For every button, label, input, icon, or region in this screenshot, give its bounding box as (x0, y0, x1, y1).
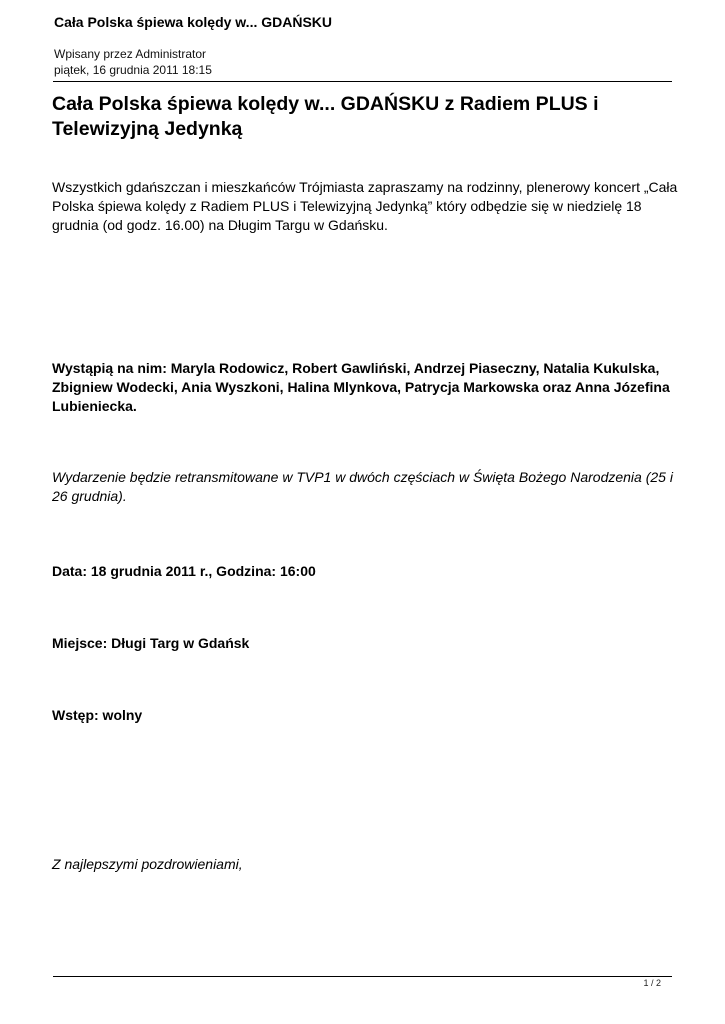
intro-paragraph: Wszystkich gdańszczan i mieszkańców Trójmiasta zapraszamy na rodzinny, plenerowy koncert „Cała Polska śpiewa kolędy z Radiem PLUS i Telewizyjną Jedynką” który odbędzie się w niedzielę 18 grudnia (od godz. 16.00) na Długim Targu w Gdańsku. (52, 179, 678, 233)
page-number: 1 / 2 (643, 978, 661, 988)
performers-paragraph: Wystąpią na nim: Maryla Rodowicz, Robert Gawliński, Andrzej Piaseczny, Natalia Kukulska, Zbigniew Wodecki, Ania Wyszkoni, Halina Mlynkova, Patrycja Markowska oraz Anna Józefina Lubieniecka. (52, 360, 670, 414)
author-line: Wpisany przez Administrator (54, 47, 207, 61)
footer-divider (53, 976, 672, 977)
closing-line: Z najlepszymi pozdrowieniami, (52, 856, 243, 872)
header-divider (53, 81, 672, 82)
article-title: Cała Polska śpiewa kolędy w... GDAŃSKU z Radiem PLUS i Telewizyjną Jedynką (52, 93, 599, 140)
broadcast-paragraph: Wydarzenie będzie retransmitowane w TVP1 w dwóch częściach w Święta Bożego Narodzenia (25 i 26 grudnia). (52, 469, 673, 504)
event-place: Miejsce: Długi Targ w Gdańsk (52, 635, 250, 651)
event-entry: Wstęp: wolny (52, 707, 143, 723)
running-header-title: Cała Polska śpiewa kolędy w... GDAŃSKU (54, 14, 333, 30)
publish-date: piątek, 16 grudnia 2011 18:15 (54, 63, 212, 77)
article-meta (54, 46, 212, 78)
event-date: Data: 18 grudnia 2011 r., Godzina: 16:00 (52, 563, 316, 579)
